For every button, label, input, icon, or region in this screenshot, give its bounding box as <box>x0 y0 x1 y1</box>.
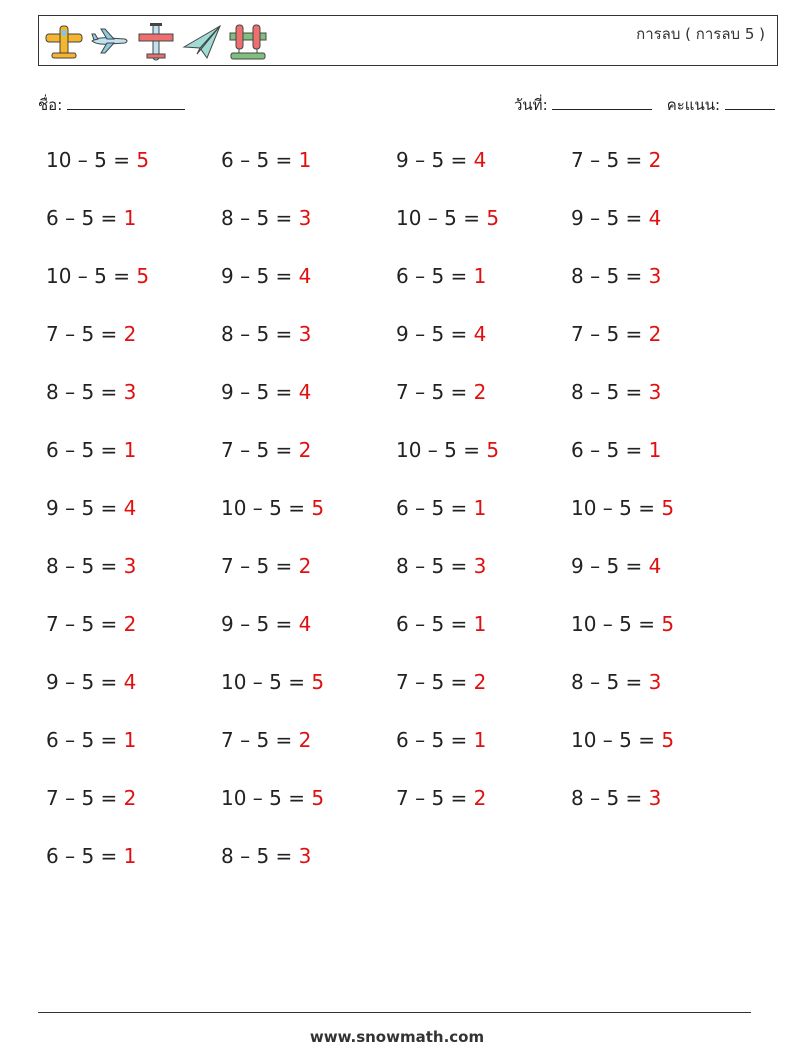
name-blank <box>67 95 185 110</box>
problem-item <box>396 264 486 288</box>
problem-expression: 8 – 5 = <box>571 264 649 288</box>
problem-answer: 2 <box>123 786 137 810</box>
problem-expression: 10 – 5 = <box>571 728 662 752</box>
problem-answer: 5 <box>136 264 150 288</box>
problem-expression: 6 – 5 = <box>46 844 124 868</box>
problem-expression: 7 – 5 = <box>396 786 474 810</box>
problem-expression: 10 – 5 = <box>571 612 662 636</box>
problem-expression: 8 – 5 = <box>46 554 124 578</box>
score-blank <box>725 95 775 110</box>
date-blank <box>552 95 652 110</box>
score-label: คะแนน: <box>666 96 721 114</box>
problem-answer: 3 <box>473 554 487 578</box>
problem-expression: 10 – 5 = <box>221 786 312 810</box>
problem-item <box>396 786 486 810</box>
problem-answer: 4 <box>123 496 137 520</box>
problem-answer: 5 <box>661 612 675 636</box>
problem-expression: 6 – 5 = <box>221 148 299 172</box>
problem-expression: 9 – 5 = <box>46 670 124 694</box>
problem-item <box>396 612 486 636</box>
problem-expression: 10 – 5 = <box>396 206 487 230</box>
problem-expression: 10 – 5 = <box>46 148 137 172</box>
footer-site: www.snowmath.com <box>309 1028 485 1046</box>
problem-item <box>396 728 486 752</box>
problem-item <box>46 554 136 578</box>
problem-answer: 1 <box>298 148 312 172</box>
problem-item <box>46 206 136 230</box>
problem-answer: 2 <box>298 554 312 578</box>
problem-answer: 3 <box>123 554 137 578</box>
problem-answer: 4 <box>298 380 312 404</box>
problem-expression: 9 – 5 = <box>571 206 649 230</box>
problem-answer: 5 <box>311 786 325 810</box>
problem-expression: 8 – 5 = <box>221 844 299 868</box>
problem-item <box>571 786 661 810</box>
footer-divider <box>38 1012 751 1013</box>
problem-expression: 7 – 5 = <box>221 728 299 752</box>
problem-expression: 9 – 5 = <box>571 554 649 578</box>
problem-item <box>221 148 311 172</box>
problem-expression: 8 – 5 = <box>571 786 649 810</box>
problem-answer: 1 <box>473 612 487 636</box>
problem-expression: 9 – 5 = <box>221 264 299 288</box>
problem-item <box>46 496 136 520</box>
problem-expression: 7 – 5 = <box>46 612 124 636</box>
problem-item <box>46 612 136 636</box>
problem-answer: 1 <box>473 496 487 520</box>
paper-plane-icon <box>181 21 223 63</box>
problem-expression: 6 – 5 = <box>46 728 124 752</box>
date-score-field <box>514 93 775 117</box>
problem-expression: 6 – 5 = <box>396 264 474 288</box>
problem-item <box>46 264 149 288</box>
problem-answer: 2 <box>473 786 487 810</box>
problem-answer: 3 <box>298 844 312 868</box>
problem-answer: 4 <box>473 148 487 172</box>
problem-item <box>46 728 136 752</box>
problem-item <box>571 612 674 636</box>
problem-answer: 4 <box>298 612 312 636</box>
biplane-icon <box>43 21 85 63</box>
problem-answer: 4 <box>648 554 662 578</box>
problem-answer: 4 <box>473 322 487 346</box>
problem-expression: 10 – 5 = <box>396 438 487 462</box>
problem-expression: 7 – 5 = <box>571 322 649 346</box>
problem-answer: 3 <box>648 264 662 288</box>
problem-item <box>571 206 661 230</box>
problem-expression: 6 – 5 = <box>396 612 474 636</box>
problem-answer: 4 <box>648 206 662 230</box>
problem-item <box>571 438 661 462</box>
problem-item <box>571 264 661 288</box>
problem-answer: 2 <box>298 438 312 462</box>
problem-answer: 1 <box>473 728 487 752</box>
problem-item <box>46 380 136 404</box>
problem-answer: 1 <box>123 206 137 230</box>
problem-expression: 6 – 5 = <box>396 496 474 520</box>
problem-item <box>571 322 661 346</box>
problem-answer: 5 <box>486 206 500 230</box>
problem-expression: 9 – 5 = <box>221 612 299 636</box>
problem-expression: 8 – 5 = <box>396 554 474 578</box>
problem-answer: 5 <box>311 496 325 520</box>
problem-answer: 4 <box>123 670 137 694</box>
problem-expression: 10 – 5 = <box>571 496 662 520</box>
problem-expression: 6 – 5 = <box>571 438 649 462</box>
problem-item <box>46 438 136 462</box>
problem-item <box>221 554 311 578</box>
problem-expression: 8 – 5 = <box>221 206 299 230</box>
problem-answer: 2 <box>473 380 487 404</box>
problem-expression: 9 – 5 = <box>46 496 124 520</box>
problem-answer: 2 <box>123 322 137 346</box>
worksheet-header <box>38 15 778 66</box>
problem-answer: 3 <box>648 670 662 694</box>
problem-answer: 3 <box>648 786 662 810</box>
problem-answer: 2 <box>473 670 487 694</box>
problem-expression: 7 – 5 = <box>46 322 124 346</box>
problem-item <box>46 148 149 172</box>
problem-expression: 10 – 5 = <box>221 670 312 694</box>
problem-item <box>396 496 486 520</box>
problem-item <box>46 670 136 694</box>
problem-answer: 1 <box>123 844 137 868</box>
problem-item <box>571 670 661 694</box>
problem-item <box>221 844 311 868</box>
problem-item <box>571 496 674 520</box>
problem-item <box>396 148 486 172</box>
problem-item <box>221 612 311 636</box>
problem-expression: 10 – 5 = <box>221 496 312 520</box>
problem-expression: 6 – 5 = <box>396 728 474 752</box>
problem-expression: 9 – 5 = <box>396 148 474 172</box>
problem-expression: 8 – 5 = <box>46 380 124 404</box>
problem-expression: 9 – 5 = <box>221 380 299 404</box>
problem-answer: 3 <box>298 322 312 346</box>
propeller-plane-icon <box>135 21 177 63</box>
problem-answer: 2 <box>648 148 662 172</box>
problem-item <box>571 148 661 172</box>
problem-item <box>46 322 136 346</box>
problem-item <box>221 264 311 288</box>
problem-answer: 1 <box>473 264 487 288</box>
problem-item <box>221 438 311 462</box>
problem-answer: 4 <box>298 264 312 288</box>
airliner-icon <box>89 21 131 63</box>
problem-expression: 7 – 5 = <box>46 786 124 810</box>
problem-answer: 5 <box>661 496 675 520</box>
problem-answer: 2 <box>298 728 312 752</box>
problem-item <box>46 844 136 868</box>
problem-expression: 8 – 5 = <box>571 380 649 404</box>
problem-expression: 7 – 5 = <box>396 670 474 694</box>
problem-item <box>221 728 311 752</box>
problem-item <box>396 670 486 694</box>
worksheet-title: การลบ ( การลบ 5 ) <box>636 25 765 43</box>
problem-answer: 5 <box>311 670 325 694</box>
problem-expression: 6 – 5 = <box>46 206 124 230</box>
problem-answer: 1 <box>123 728 137 752</box>
problem-answer: 5 <box>486 438 500 462</box>
problem-expression: 9 – 5 = <box>396 322 474 346</box>
problem-item <box>396 380 486 404</box>
header-icons <box>43 20 269 64</box>
problem-answer: 2 <box>123 612 137 636</box>
problem-item <box>571 728 674 752</box>
problem-item <box>396 322 486 346</box>
seaplane-icon <box>227 21 269 63</box>
problem-item <box>571 554 661 578</box>
problem-expression: 7 – 5 = <box>221 554 299 578</box>
problem-expression: 10 – 5 = <box>46 264 137 288</box>
problem-answer: 3 <box>298 206 312 230</box>
problem-expression: 8 – 5 = <box>221 322 299 346</box>
date-label: วันที่: <box>514 96 548 114</box>
problem-expression: 7 – 5 = <box>396 380 474 404</box>
problem-expression: 7 – 5 = <box>571 148 649 172</box>
problem-item <box>396 554 486 578</box>
problem-item <box>221 206 311 230</box>
problem-item <box>396 206 499 230</box>
name-label: ชื่อ: <box>38 96 63 114</box>
problem-item <box>396 438 499 462</box>
name-field <box>38 93 185 117</box>
problem-answer: 5 <box>661 728 675 752</box>
problem-expression: 7 – 5 = <box>221 438 299 462</box>
problem-answer: 3 <box>648 380 662 404</box>
problem-item <box>221 322 311 346</box>
problem-answer: 5 <box>136 148 150 172</box>
problem-item <box>221 786 324 810</box>
problem-answer: 1 <box>648 438 662 462</box>
problem-answer: 1 <box>123 438 137 462</box>
problem-item <box>221 496 324 520</box>
problem-answer: 2 <box>648 322 662 346</box>
problem-answer: 3 <box>123 380 137 404</box>
problem-item <box>571 380 661 404</box>
problem-item <box>46 786 136 810</box>
problem-expression: 8 – 5 = <box>571 670 649 694</box>
problem-item <box>221 380 311 404</box>
problem-expression: 6 – 5 = <box>46 438 124 462</box>
problem-item <box>221 670 324 694</box>
